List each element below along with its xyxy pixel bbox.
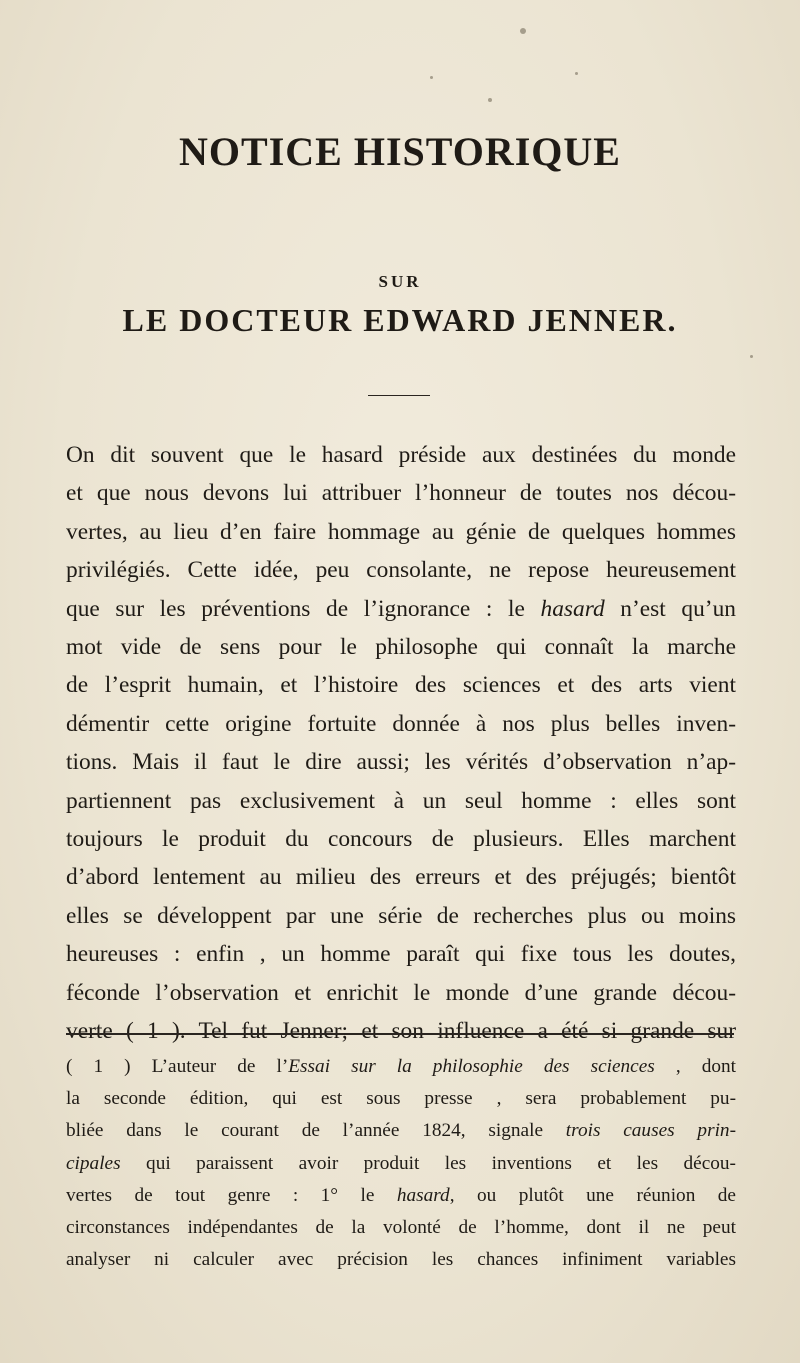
- text-line: heureuses : enfin , un homme paraît qui fixe tous les doutes,: [66, 941, 736, 968]
- text-segment: ( 1 ) L’auteur de l’: [66, 1056, 289, 1077]
- page-title: NOTICE HISTORIQUE: [179, 129, 621, 174]
- footnote: [66, 1051, 736, 1276]
- footnote-divider: [66, 1033, 734, 1035]
- ink-speck: [750, 355, 753, 358]
- text-line: d’abord lentement au milieu des erreurs et des préjugés; bientôt: [66, 864, 736, 891]
- text-line: partiennent pas exclusivement à un seul homme : elles sont: [66, 787, 736, 814]
- text-line: On dit souvent que le hasard préside aux destinées du monde: [66, 442, 736, 468]
- text-segment: que sur les préventions de l’ignorance : le: [66, 595, 525, 622]
- text-line: tions. Mais il faut le dire aussi; les vérités d’observation n’ap-: [66, 749, 736, 776]
- italic-term: cipales: [66, 1152, 121, 1174]
- footnote-line: [66, 1051, 736, 1083]
- text-segment: , dont: [675, 1056, 736, 1077]
- title-connector: SUR: [378, 272, 422, 291]
- text-line: féconde l’observation et enrichit le monde d’une grande décou-: [66, 979, 736, 1006]
- text-segment: qui paraissent avoir produit les inventions et les décou-: [146, 1152, 736, 1174]
- footnote-line: analyser ni calculer avec précision les chances infiniment variables: [66, 1249, 736, 1271]
- text-segment: vertes de tout genre : 1° le: [66, 1184, 375, 1206]
- ink-speck: [488, 98, 492, 102]
- italic-term: trois causes prin-: [565, 1120, 736, 1142]
- text-line: toujours le produit du concours de plusieurs. Elles marchent: [66, 826, 736, 853]
- text-line: [66, 590, 736, 628]
- ink-speck: [520, 28, 526, 34]
- ink-speck: [575, 72, 578, 75]
- footnote-line: [66, 1148, 736, 1180]
- page-subtitle: LE DOCTEUR EDWARD JENNER.: [122, 302, 678, 338]
- footnote-line: circonstances indépendantes de la volonté de l’homme, dont il ne peut: [66, 1217, 736, 1239]
- text-line: démentir cette origine fortuite donnée à nos plus belles inven-: [66, 710, 736, 737]
- text-line: elles se développent par une série de recherches plus ou moins: [66, 902, 736, 929]
- section-divider: [368, 395, 430, 396]
- text-line: et que nous devons lui attribuer l’honneur de toutes nos décou-: [66, 480, 736, 507]
- text-line: verte ( 1 ). Tel fut Jenner; et son influence a été si grande sur: [66, 1018, 736, 1045]
- body-paragraph: [66, 436, 736, 1051]
- text-line: privilégiés. Cette idée, peu consolante, ne repose heureusement: [66, 557, 736, 584]
- footnote-line: [66, 1115, 736, 1147]
- footnote-line: [66, 1180, 736, 1212]
- footnote-line: la seconde édition, qui est sous presse , sera probablement pu-: [66, 1088, 736, 1110]
- text-line: de l’esprit humain, et l’histoire des sciences et des arts vient: [66, 672, 736, 699]
- text-segment: , ou plutôt une réunion de: [449, 1184, 736, 1206]
- italic-term: hasard: [396, 1184, 450, 1206]
- italic-term: hasard: [540, 595, 605, 622]
- text-segment: n’est qu’un: [620, 595, 736, 622]
- ink-speck: [430, 76, 433, 79]
- text-line: vertes, au lieu d’en faire hommage au génie de quelques hommes: [66, 518, 736, 545]
- text-segment: bliée dans le courant de l’année 1824, signale: [66, 1120, 543, 1142]
- text-line: mot vide de sens pour le philosophe qui connaît la marche: [66, 634, 736, 661]
- italic-title: Essai sur la philosophie des sciences: [288, 1056, 655, 1077]
